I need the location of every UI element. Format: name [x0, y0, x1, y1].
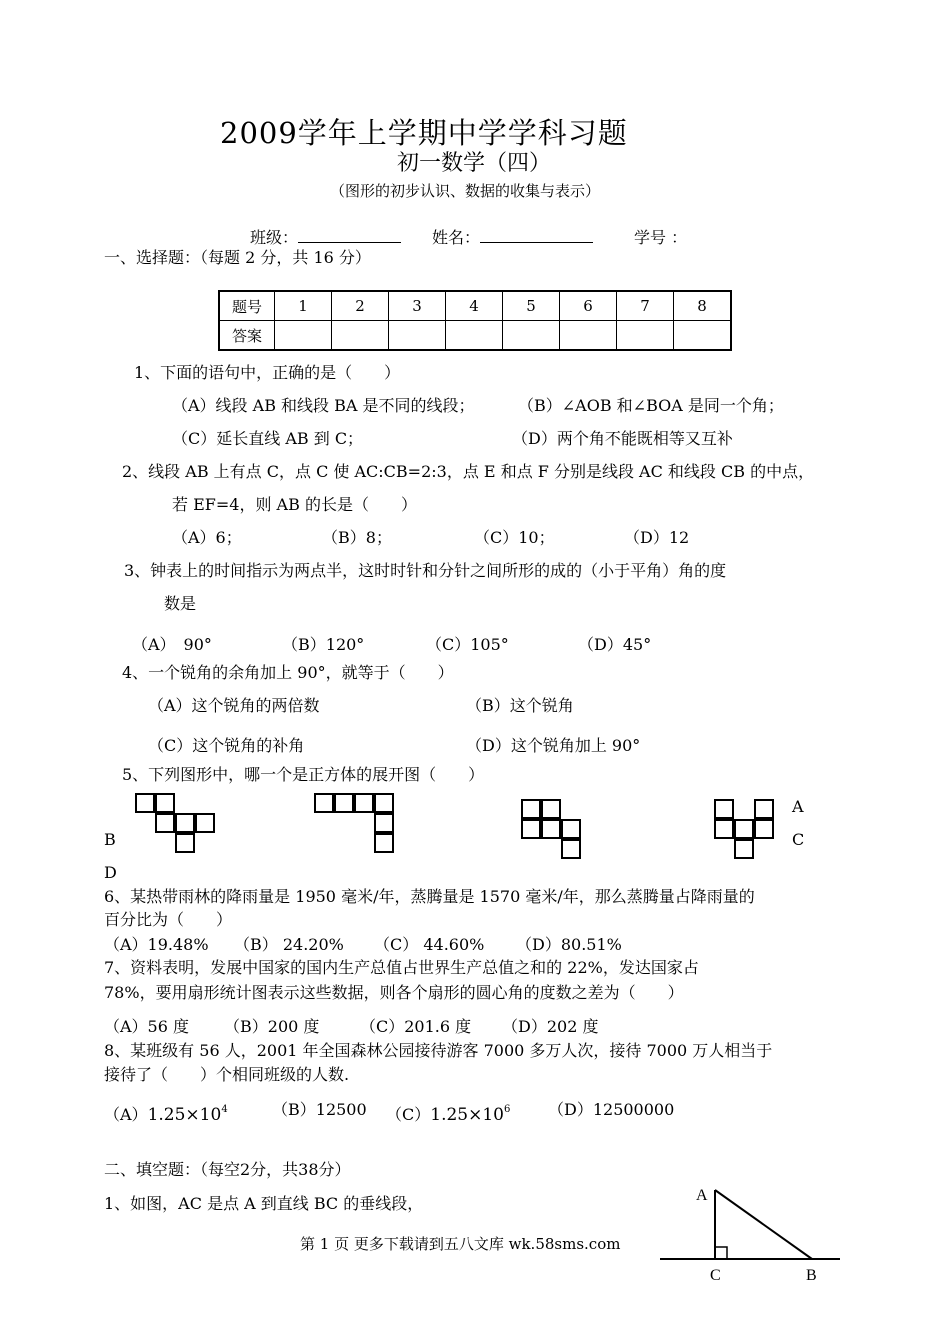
topic-note: （图形的初步认识、数据的收集与表示）	[330, 182, 601, 200]
answer-cell[interactable]	[389, 321, 446, 351]
right-triangle-figure	[660, 1180, 845, 1290]
right-angle-mark	[715, 1247, 727, 1259]
net-square	[714, 819, 734, 839]
question-number-cell: 5	[503, 291, 560, 321]
net-square	[374, 813, 394, 833]
net-label-b: B	[104, 830, 116, 849]
answer-cell[interactable]	[674, 321, 732, 351]
q3-stem-line2: 数是	[164, 594, 197, 613]
answer-table-row-answers	[219, 321, 731, 351]
q1-option-d: （D）两个角不能既相等又互补	[512, 429, 733, 448]
net-square	[734, 819, 754, 839]
net-label-a: A	[792, 797, 804, 816]
q1-option-c: （C）延长直线 AB 到 C；	[172, 429, 364, 448]
net-square	[135, 793, 155, 813]
answer-table-row-numbers	[219, 291, 731, 321]
q1-option-a: （A）线段 AB 和线段 BA 是不同的线段；	[172, 396, 475, 415]
q2-option-d: （D）12	[624, 528, 690, 547]
q8-stem-line2: 接待了（ ）个相同班级的人数.	[104, 1065, 350, 1084]
q5-stem: 5、下列图形中，哪一个是正方体的展开图（ ）	[122, 765, 485, 784]
q7-option-a: （A）56 度	[104, 1017, 190, 1036]
question-number-cell: 4	[446, 291, 503, 321]
q1-stem: 1、下面的语句中，正确的是（ ）	[134, 363, 401, 382]
q6-option-b: （B） 24.20%	[234, 935, 344, 954]
answer-table	[218, 290, 732, 351]
sci-exponent: 6	[504, 1104, 511, 1115]
q4-stem: 4、一个锐角的余角加上 90°，就等于（ ）	[122, 663, 454, 682]
sci-mantissa: 1.25	[430, 1105, 469, 1125]
section1-heading: 一、选择题：（每题 2 分，共 16 分）	[104, 248, 371, 267]
point-b-label: B	[806, 1267, 817, 1284]
q2-stem-line2: 若 EF=4，则 AB 的长是（ ）	[172, 495, 417, 514]
q2-stem-line1: 2、线段 AB 上有点 C，点 C 使 AC:CB=2:3，点 E 和点 F 分别是线段 AC 和线段 CB 的中点，	[122, 462, 815, 481]
point-a-label: A	[696, 1187, 708, 1204]
table-header-cell: 答案	[219, 321, 275, 351]
sci-times: ×10	[185, 1105, 222, 1125]
q8-option-c	[386, 1099, 510, 1126]
s2-q1-text: 1、如图，AC 是点 A 到直线 BC 的垂线段，	[104, 1194, 424, 1213]
net-square	[561, 819, 581, 839]
q8-option-a	[104, 1099, 228, 1126]
page-footer: 第 1 页 更多下载请到五八文库 wk.58sms.com	[300, 1235, 621, 1253]
answer-cell[interactable]	[560, 321, 617, 351]
net-square	[754, 799, 774, 819]
net-square	[314, 793, 334, 813]
answer-cell[interactable]	[617, 321, 674, 351]
q3-option-b: （B）120°	[282, 635, 365, 654]
net-square	[354, 793, 374, 813]
q8-option-a-label: （A）	[104, 1105, 148, 1124]
net-square	[754, 819, 774, 839]
sci-times: ×10	[468, 1105, 504, 1125]
q2-option-c: （C）10；	[474, 528, 555, 547]
net-square	[155, 793, 175, 813]
q6-option-a: （A）19.48%	[104, 935, 209, 954]
q6-stem-line1: 6、某热带雨林的降雨量是 1950 毫米/年，蒸腾量是 1570 毫米/年，那么蒸腾量占降雨量的	[104, 887, 755, 906]
net-square	[714, 799, 734, 819]
q4-option-c: （C）这个锐角的补角	[148, 736, 305, 755]
q1-option-b: （B）∠AOB 和∠BOA 是同一个角；	[518, 396, 784, 415]
net-square	[541, 799, 561, 819]
q6-stem-line2: 百分比为（ ）	[104, 910, 233, 929]
net-label-c: C	[792, 830, 805, 849]
class-label: 班级：	[250, 228, 299, 247]
answer-cell[interactable]	[332, 321, 389, 351]
q4-option-d: （D）这个锐角加上 90°	[466, 736, 641, 755]
question-number-cell: 8	[674, 291, 732, 321]
question-number-cell: 6	[560, 291, 617, 321]
class-field[interactable]	[250, 227, 401, 249]
q7-option-d: （D）202 度	[502, 1017, 599, 1036]
q2-option-b: （B）8；	[322, 528, 392, 547]
q8-option-c-value	[430, 1105, 510, 1125]
q3-option-a: （A） 90°	[132, 635, 212, 654]
q3-option-c: （C）105°	[426, 635, 509, 654]
point-c-label: C	[710, 1267, 721, 1284]
q8-option-c-label: （C）	[386, 1105, 431, 1124]
sci-mantissa: 1.25	[147, 1105, 186, 1125]
net-square	[561, 839, 581, 859]
net-square	[734, 839, 754, 859]
net-label-d: D	[104, 863, 117, 882]
name-field[interactable]	[432, 227, 593, 249]
q7-option-b: （B）200 度	[224, 1017, 320, 1036]
q6-option-c: （C） 44.60%	[374, 935, 485, 954]
question-number-cell: 1	[275, 291, 332, 321]
net-square	[175, 833, 195, 853]
answer-cell[interactable]	[446, 321, 503, 351]
net-square	[175, 813, 195, 833]
q3-option-d: （D）45°	[578, 635, 652, 654]
net-square	[521, 819, 541, 839]
page-subtitle: 初一数学（四）	[397, 151, 552, 176]
q8-stem-line1: 8、某班级有 56 人，2001 年全国森林公园接待游客 7000 多万人次，接待 7000 万人相当于	[104, 1041, 773, 1060]
table-header-cell: 题号	[219, 291, 275, 321]
q7-stem-line2: 78%，要用扇形统计图表示这些数据，则各个扇形的圆心角的度数之差为（ ）	[104, 983, 684, 1002]
segment-ab	[715, 1190, 812, 1259]
net-square	[155, 813, 175, 833]
q8-option-d: （D）12500000	[548, 1100, 675, 1119]
answer-cell[interactable]	[503, 321, 560, 351]
q4-option-b: （B）这个锐角	[466, 696, 574, 715]
q8-option-b: （B）12500	[272, 1100, 367, 1119]
name-label: 姓名：	[432, 228, 481, 247]
net-square	[334, 793, 354, 813]
q4-option-a: （A）这个锐角的两倍数	[148, 696, 320, 715]
q8-option-a-value	[148, 1105, 228, 1125]
q2-option-a: （A）6；	[172, 528, 242, 547]
id-label: 学号 ：	[634, 228, 688, 247]
class-blank[interactable]	[298, 227, 401, 243]
net-square	[521, 799, 541, 819]
question-number-cell: 2	[332, 291, 389, 321]
page-title: 2009学年上学期中学学科习题	[220, 116, 628, 150]
answer-cell[interactable]	[275, 321, 332, 351]
q7-stem-line1: 7、资料表明，发展中国家的国内生产总值占世界生产总值之和的 22%，发达国家占	[104, 958, 699, 977]
section2-heading: 二、填空题：（每空2分，共38分）	[104, 1160, 351, 1179]
sci-exponent: 4	[221, 1104, 228, 1115]
q3-stem-line1: 3、钟表上的时间指示为两点半，这时时针和分针之间所形的成的（小于平角）角的度	[124, 561, 727, 580]
question-number-cell: 3	[389, 291, 446, 321]
net-square	[541, 819, 561, 839]
q6-option-d: （D）80.51%	[516, 935, 622, 954]
net-square	[374, 833, 394, 853]
question-number-cell: 7	[617, 291, 674, 321]
q7-option-c: （C）201.6 度	[360, 1017, 472, 1036]
name-blank[interactable]	[480, 227, 593, 243]
net-square	[195, 813, 215, 833]
net-square	[374, 793, 394, 813]
